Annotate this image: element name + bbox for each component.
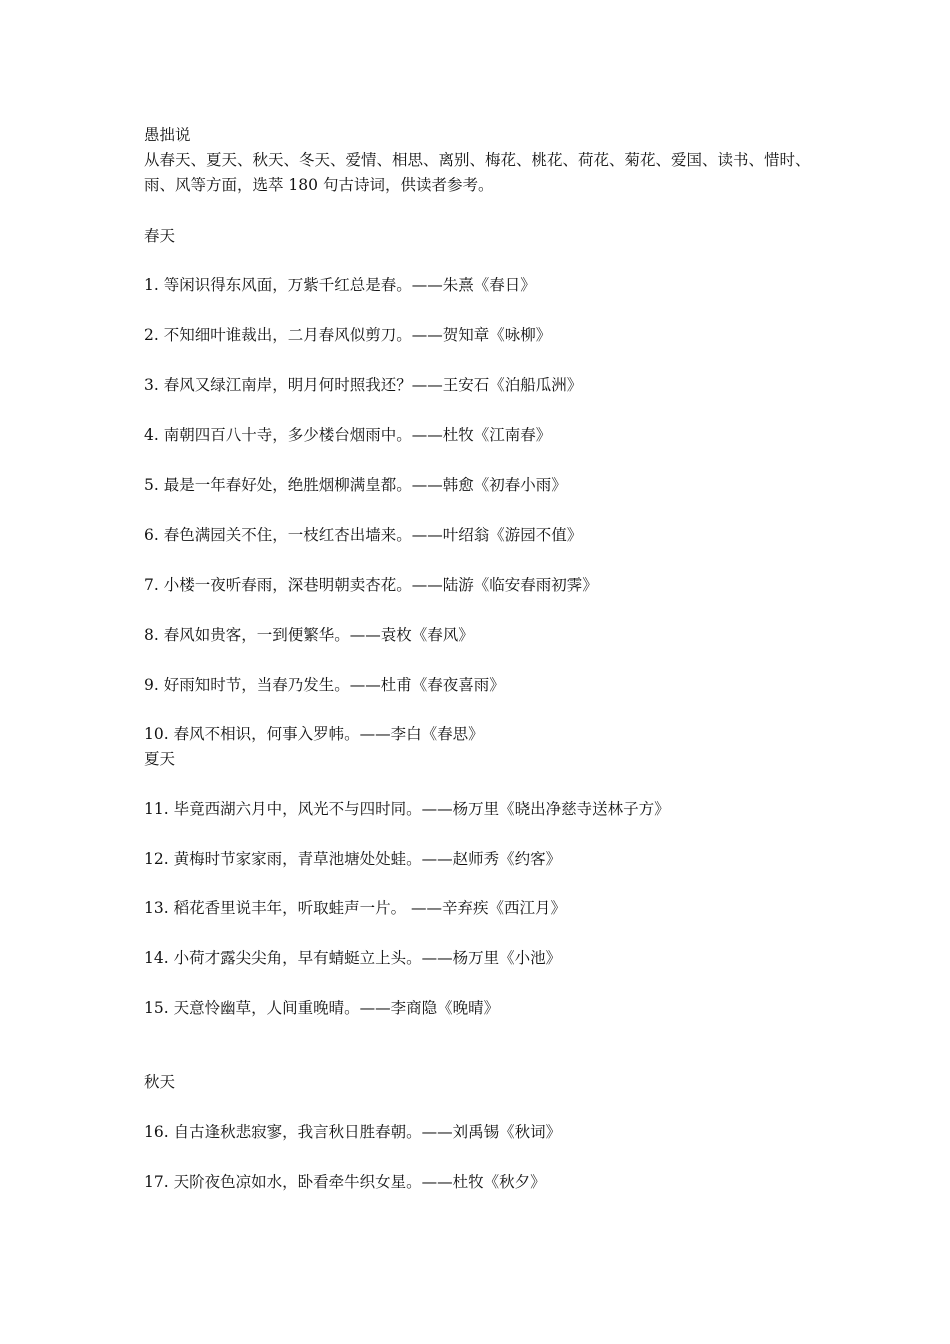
- poem-line: 3. 春风又绿江南岸，明月何时照我还？——王安石《泊船瓜洲》: [144, 376, 583, 394]
- section-title-spring: 春天: [144, 227, 176, 245]
- poem-line: 11. 毕竟西湖六月中，风光不与四时同。——杨万里《晓出净慈寺送林子方》: [144, 800, 670, 818]
- poem-line: 13. 稻花香里说丰年，听取蛙声一片。 ——辛弃疾《西江月》: [144, 899, 567, 917]
- poem-line: 12. 黄梅时节家家雨，青草池塘处处蛙。——赵师秀《约客》: [144, 850, 562, 868]
- poem-line: 7. 小楼一夜听春雨，深巷明朝卖杏花。——陆游《临安春雨初霁》: [144, 576, 598, 594]
- poem-line: 15. 天意怜幽草，人间重晚晴。——李商隐《晚晴》: [144, 999, 500, 1017]
- poem-line: 16. 自古逢秋悲寂寥，我言秋日胜春朝。——刘禹锡《秋词》: [144, 1123, 562, 1141]
- poem-line: 5. 最是一年春好处，绝胜烟柳满皇都。——韩愈《初春小雨》: [144, 476, 567, 494]
- poem-line: 10. 春风不相识，何事入罗帏。——李白《春思》: [144, 725, 484, 743]
- poem-line: 2. 不知细叶谁裁出，二月春风似剪刀。——贺知章《咏柳》: [144, 326, 552, 344]
- intro-paragraph: 从春天、夏天、秋天、冬天、爱情、相思、离别、梅花、桃花、荷花、菊花、爱国、读书、惜时、雨、风等方面，选萃 180 句古诗词，供读者参考。: [144, 151, 811, 194]
- section-title-autumn: 秋天: [144, 1073, 176, 1091]
- poem-line: 8. 春风如贵客，一到便繁华。——袁枚《春风》: [144, 626, 474, 644]
- poem-line: 14. 小荷才露尖尖角，早有蜻蜓立上头。——杨万里《小池》: [144, 949, 562, 967]
- poem-line: 17. 天阶夜色凉如水，卧看牵牛织女星。——杜牧《秋夕》: [144, 1173, 546, 1191]
- section-title-summer: 夏天: [144, 750, 176, 768]
- poem-line: 1. 等闲识得东风面，万紫千红总是春。——朱熹《春日》: [144, 276, 536, 294]
- author-note: 愚拙说: [144, 126, 191, 144]
- poem-line: 6. 春色满园关不住，一枝红杏出墙来。——叶绍翁《游园不值》: [144, 526, 583, 544]
- poem-line: 4. 南朝四百八十寺，多少楼台烟雨中。——杜牧《江南春》: [144, 426, 552, 444]
- poem-line: 9. 好雨知时节，当春乃发生。——杜甫《春夜喜雨》: [144, 676, 505, 694]
